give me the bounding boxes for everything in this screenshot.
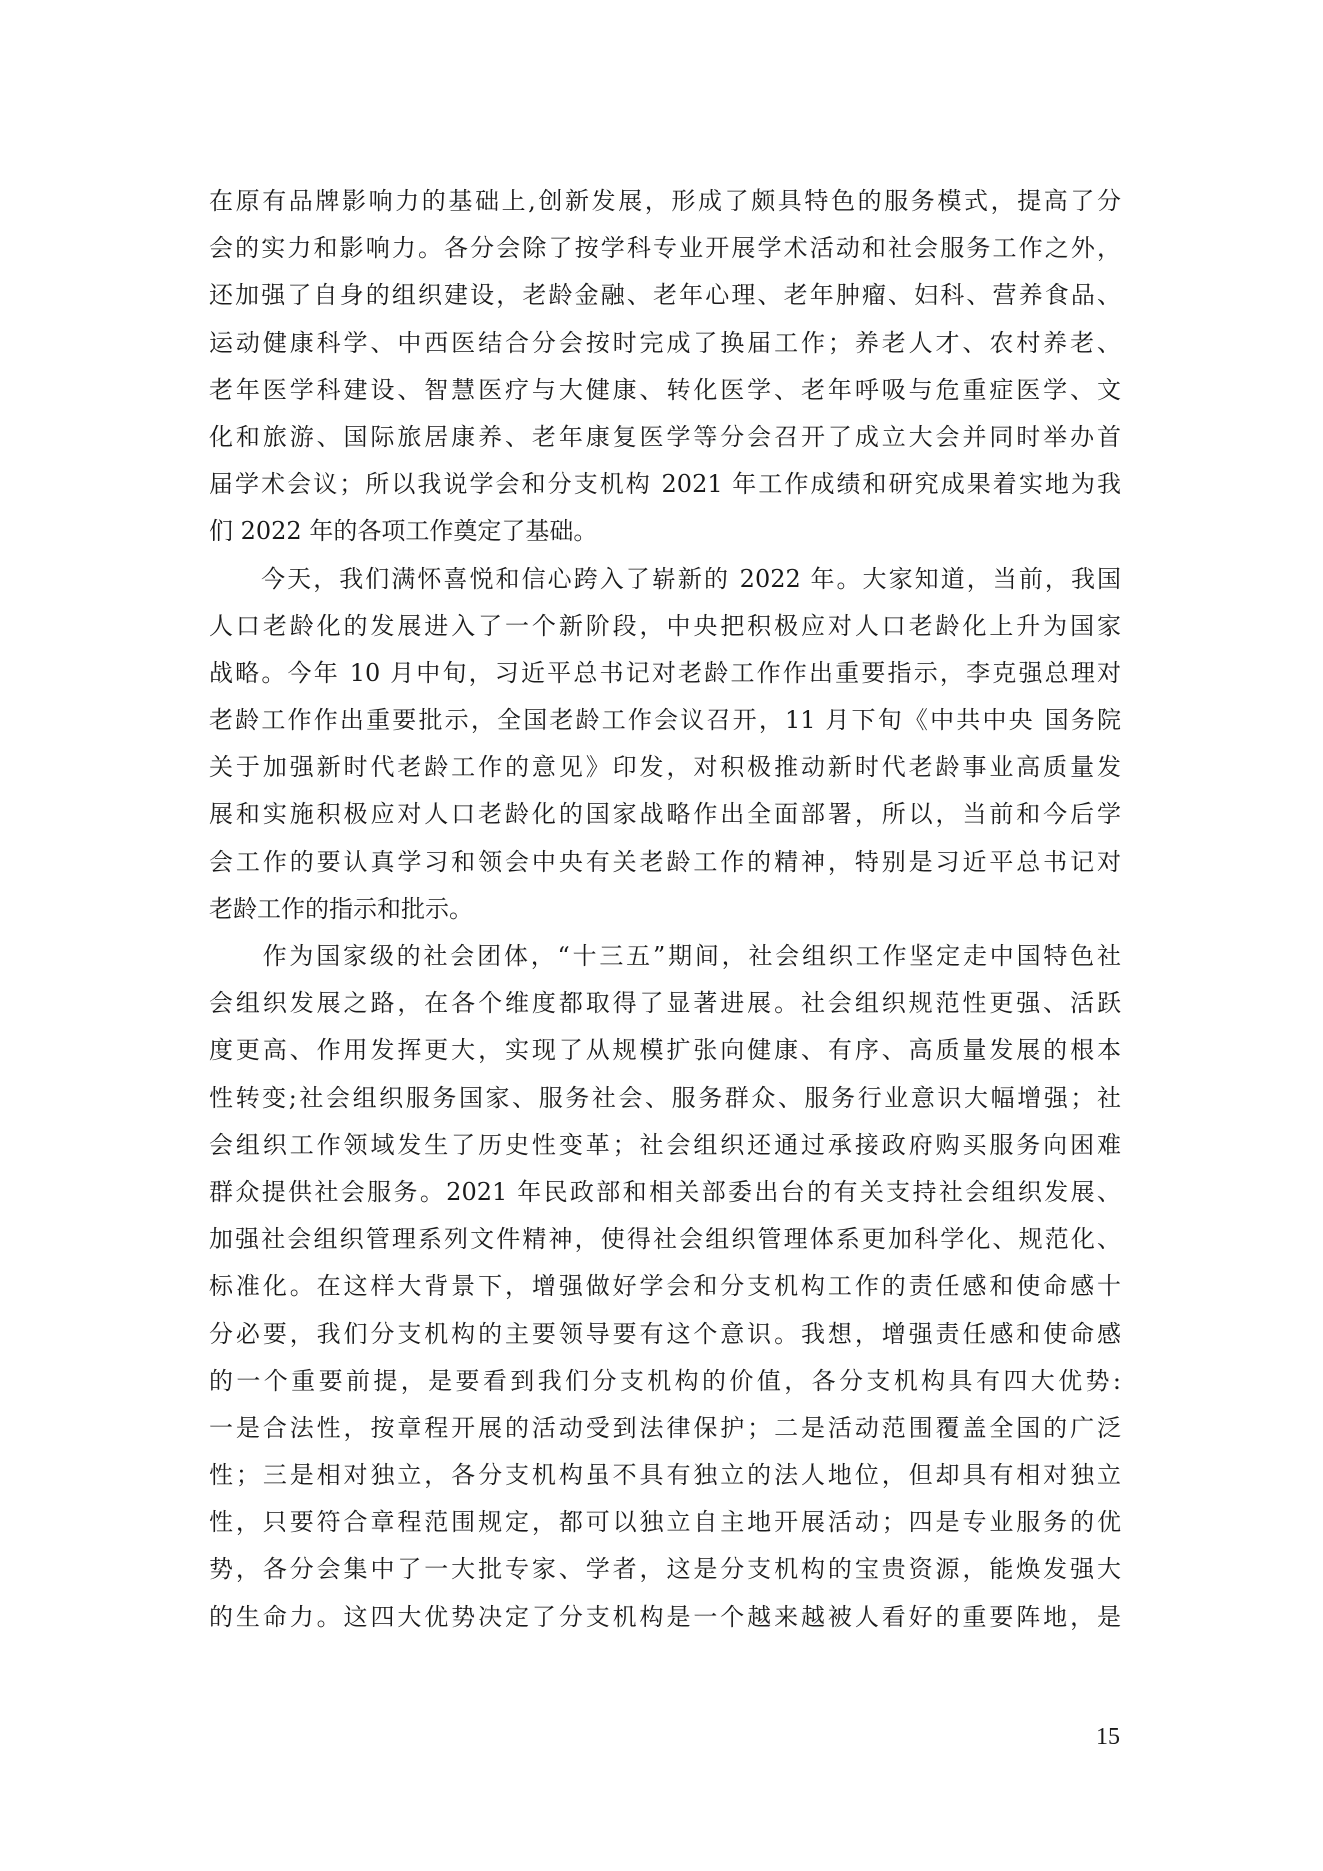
text-line: 分必要，我们分支机构的主要领导要有这个意识。我想，增强责任感和使命感 (209, 1319, 1121, 1348)
text-line: 老龄工作的指示和批示。 (209, 894, 473, 923)
page-number: 15 (1096, 1724, 1120, 1750)
text-line: 战略。今年 10 月中旬，习近平总书记对老龄工作作出重要指示，李克强总理对 (209, 658, 1121, 687)
text-line: 标准化。在这样大背景下，增强做好学会和分支机构工作的责任感和使命感十 (209, 1272, 1121, 1301)
text-line: 会的实力和影响力。各分会除了按学科专业开展学术活动和社会服务工作之外， (209, 234, 1121, 263)
text-line: 势，各分会集中了一大批专家、学者，这是分支机构的宝贵资源，能焕发强大 (209, 1555, 1121, 1584)
text-line: 展和实施积极应对人口老龄化的国家战略作出全面部署，所以，当前和今后学 (209, 800, 1121, 829)
text-line: 关于加强新时代老龄工作的意见》印发，对积极推动新时代老龄事业高质量发 (209, 753, 1121, 782)
text-line: 会工作的要认真学习和领会中央有关老龄工作的精神，特别是习近平总书记对 (209, 847, 1121, 876)
text-line: 在原有品牌影响力的基础上,创新发展，形成了颇具特色的服务模式，提高了分 (209, 187, 1121, 215)
text-line: 一是合法性，按章程开展的活动受到法律保护；二是活动范围覆盖全国的广泛 (209, 1413, 1121, 1442)
text-line: 性转变;社会组织服务国家、服务社会、服务群众、服务行业意识大幅增强；社 (209, 1083, 1121, 1112)
text-line: 运动健康科学、中西医结合分会按时完成了换届工作；养老人才、农村养老、 (209, 328, 1121, 357)
text-line: 会组织工作领域发生了历史性变革；社会组织还通过承接政府购买服务向困难 (209, 1130, 1121, 1159)
text-line: 性；三是相对独立，各分支机构虽不具有独立的法人地位，但却具有相对独立 (209, 1461, 1121, 1490)
text-line: 老年医学科建设、智慧医疗与大健康、转化医学、老年呼吸与危重症医学、文 (209, 375, 1121, 404)
text-line: 性，只要符合章程范围规定，都可以独立自主地开展活动；四是专业服务的优 (209, 1508, 1121, 1537)
text-line: 化和旅游、国际旅居康养、老年康复医学等分会召开了成立大会并同时举办首 (209, 422, 1121, 451)
text-line: 人口老龄化的发展进入了一个新阶段，中央把积极应对人口老龄化上升为国家 (209, 611, 1121, 640)
body-text (209, 178, 1121, 1641)
text-line: 会组织发展之路，在各个维度都取得了显著进展。社会组织规范性更强、活跃 (209, 989, 1121, 1018)
text-line: 老龄工作作出重要批示，全国老龄工作会议召开，11 月下旬《中共中央 国务院 (209, 706, 1121, 735)
text-line: 群众提供社会服务。2021 年民政部和相关部委出台的有关支持社会组织发展、 (209, 1177, 1121, 1206)
text-line: 还加强了自身的组织建设，老龄金融、老年心理、老年肿瘤、妇科、营养食品、 (209, 281, 1121, 310)
text-line: 今天，我们满怀喜悦和信心跨入了崭新的 2022 年。大家知道，当前，我国 (209, 564, 1121, 593)
text-line: 加强社会组织管理系列文件精神，使得社会组织管理体系更加科学化、规范化、 (209, 1225, 1121, 1254)
text-line: 们 2022 年的各项工作奠定了基础。 (209, 517, 598, 546)
text-line: 度更高、作用发挥更大，实现了从规模扩张向健康、有序、高质量发展的根本 (209, 1036, 1121, 1065)
text-line: 的一个重要前提，是要看到我们分支机构的价值，各分支机构具有四大优势: (209, 1366, 1121, 1395)
text-line: 届学术会议；所以我说学会和分支机构 2021 年工作成绩和研究成果着实地为我 (209, 470, 1121, 499)
text-line: 作为国家级的社会团体，“十三五”期间，社会组织工作坚定走中国特色社 (209, 942, 1121, 970)
text-line: 的生命力。这四大优势决定了分支机构是一个越来越被人看好的重要阵地，是 (209, 1602, 1121, 1631)
